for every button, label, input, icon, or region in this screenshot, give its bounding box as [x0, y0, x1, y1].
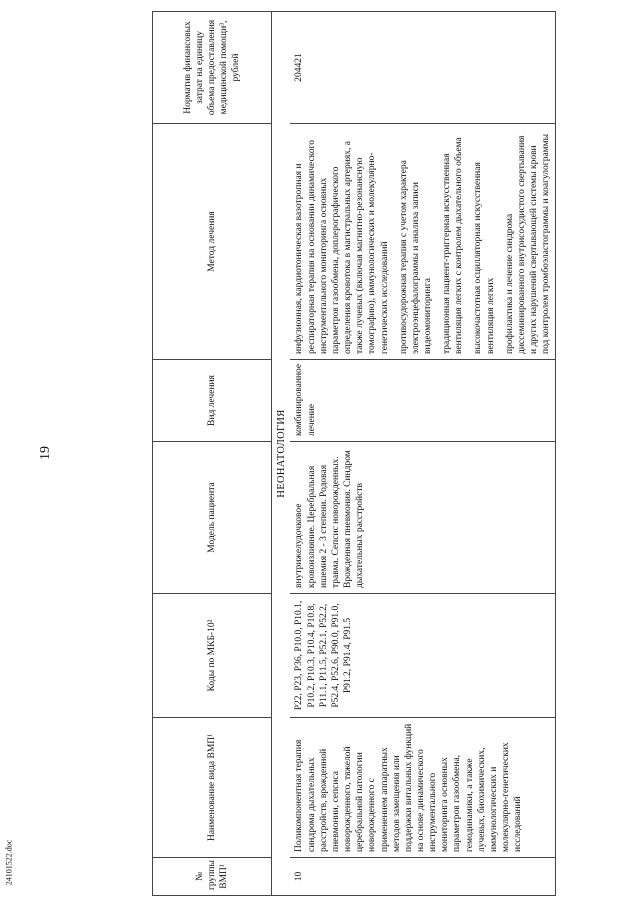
table-row [290, 12, 555, 896]
header-vmp-name: Наименование вида ВМП¹ [153, 718, 272, 858]
header-treatment-type: Вид лечения [153, 360, 272, 442]
cell-treatment-type: комбинированное лечение [290, 360, 555, 442]
cell-vmp-name: Поликомпонентная терапия синдрома дыхательных расстройств, врожденной пневмонии, сепсиса новорожденного, тяжелой церебральной патологии новорожденного с применением аппаратных методов замещения или поддержки витальных функций на основе динамического инструментального мониторинга основных параметров газообмена, гемодинамики, а также лучевых, биохимических, иммунологических и молекулярно-генетических исследований [290, 718, 555, 858]
document-id-text: 24101522.doc [4, 839, 14, 886]
page-number-text: 19 [38, 445, 53, 460]
page-number [38, 0, 54, 905]
vmp-table [152, 11, 556, 896]
rotated-table-frame [152, 12, 640, 896]
cell-mkb-codes: P22, P23, P36, P10.0, P10.1, P10.2, P10.3, P10.4, P10.8, P11.1, P11.5, P52.1, P52.2, P52.4, P52.6, P90.0, P91.0, P91.2, P91.4, P91.5 [290, 594, 555, 718]
header-cost-norm: Норматив финансовых затрат на единицу объема предоставления медицинской помощи³, рублей [153, 12, 272, 124]
method-item: традиционная пациент-триггерная искусственная вентиляция легких с контролем дыхательного объема [442, 137, 465, 354]
document-id [2, 777, 16, 897]
header-mkb-codes: Коды по МКБ-10² [153, 594, 272, 718]
method-item: инфузионная, кардиотоническая вазотропная и респираторная терапия на основании динамического инструментального мониторинга основных параметров газообмена, доплерографического определения кровотока в магистральных артериях, а также лучевых (включая магнитно-резонансную томографию), иммунологических и молекулярно-генетических исследований [294, 140, 390, 354]
section-row [272, 12, 291, 896]
cell-patient-model: внутрижелудочковое кровоизлияние. Церебральная ишемия 2 - 3 степени. Родовая травма. Сепсис новорожденных. Врожденная пневмония. Синдром дыхательных расстройств [290, 442, 555, 594]
cell-cost-norm: 204421 [290, 12, 555, 124]
table-header-row [153, 12, 272, 896]
header-group-no: № группы ВМП¹ [153, 858, 272, 896]
method-item: высокочастотная осцилляторная искусственная вентиляция легких [473, 162, 496, 354]
method-item: противосудорожная терапия с учетом характера электроэнцефалограммы и анализа записи видеомониторинга [398, 160, 433, 354]
header-treatment-method: Метод лечения [153, 124, 272, 360]
section-title: НЕОНАТОЛОГИЯ [272, 12, 291, 896]
cell-group-no: 10 [290, 858, 555, 896]
header-patient-model: Модель пациента [153, 442, 272, 594]
method-item: профилактика и лечение синдрома диссеминированного внутрисосудистого свертывания и других нарушений свертывающей системы крови под контролем тромбоэластограммы и коагулограммы [504, 133, 552, 354]
cell-treatment-method [290, 124, 555, 360]
